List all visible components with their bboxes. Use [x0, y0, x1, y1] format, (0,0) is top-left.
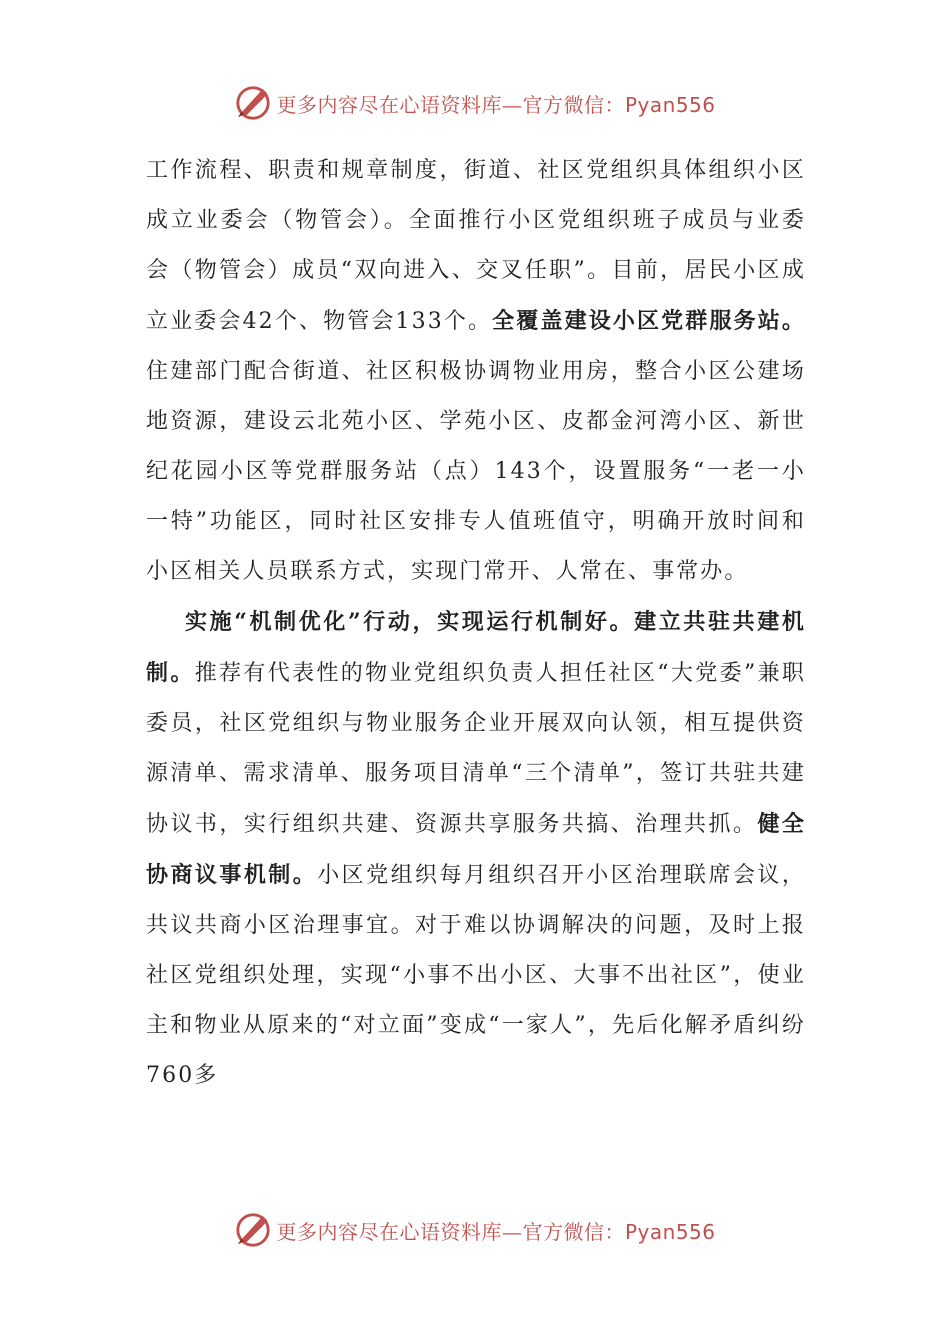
- paragraph-2: [146, 597, 806, 1101]
- paragraph-segment: 住建部门配合街道、社区积极协调物业用房，整合小区公建场地资源，建设云北苑小区、学苑小区、皮都金河湾小区、新世纪花园小区等党群服务站（点）143个，设置服务“一老一小一特”功能区，同时社区安排专人值班值守，明确开放时间和小区相关人员联系方式，实现门常开、人常在、事常办。: [146, 359, 806, 584]
- paragraph-heading: 健全协商议事机制。: [146, 811, 806, 888]
- banner-text: 更多内容尽在心语资料库—官方微信：Pyan556: [276, 1219, 716, 1244]
- paragraph-segment: 小区党组织每月组织召开小区治理联席会议，共议共商小区治理事宜。对于难以协调解决的问题，及时上报社区党组织处理，实现“小事不出小区、大事不出社区”，使业主和物业从原来的“对立面”变成“一家人”，先后化解矛盾纠纷760多: [146, 863, 806, 1088]
- paragraph-segment: 工作流程、职责和规章制度，街道、社区党组织具体组织小区成立业委会（物管会）。全面推行小区党组织班子成员与业委会（物管会）成员“双向进入、交叉任职”。目前，居民小区成立业委会42个、物管会133个。: [146, 158, 806, 334]
- paragraph-heading: 实施“机制优化”行动，实现运行机制好。: [185, 609, 635, 635]
- footer-banner: [0, 1210, 950, 1250]
- pen-nib-circle-icon: [234, 1211, 272, 1249]
- paragraph-segment: 推荐有代表性的物业党组织负责人担任社区“大党委”兼职委员，社区党组织与物业服务企业开展双向认领，相互提供资源清单、需求清单、服务项目清单“三个清单”，签订共驻共建协议书，实行组织共建、资源共享服务共搞、治理共抓。: [146, 661, 806, 837]
- pen-nib-circle-icon: [234, 84, 272, 122]
- banner-text: 更多内容尽在心语资料库—官方微信：Pyan556: [276, 92, 716, 117]
- document-body: [146, 146, 806, 1101]
- header-banner: [0, 83, 950, 123]
- paragraph-1: [146, 146, 806, 597]
- paragraph-heading: 全覆盖建设小区党群服务站。: [492, 308, 806, 334]
- paragraph-heading: 建立共驻共建机制。: [146, 609, 806, 686]
